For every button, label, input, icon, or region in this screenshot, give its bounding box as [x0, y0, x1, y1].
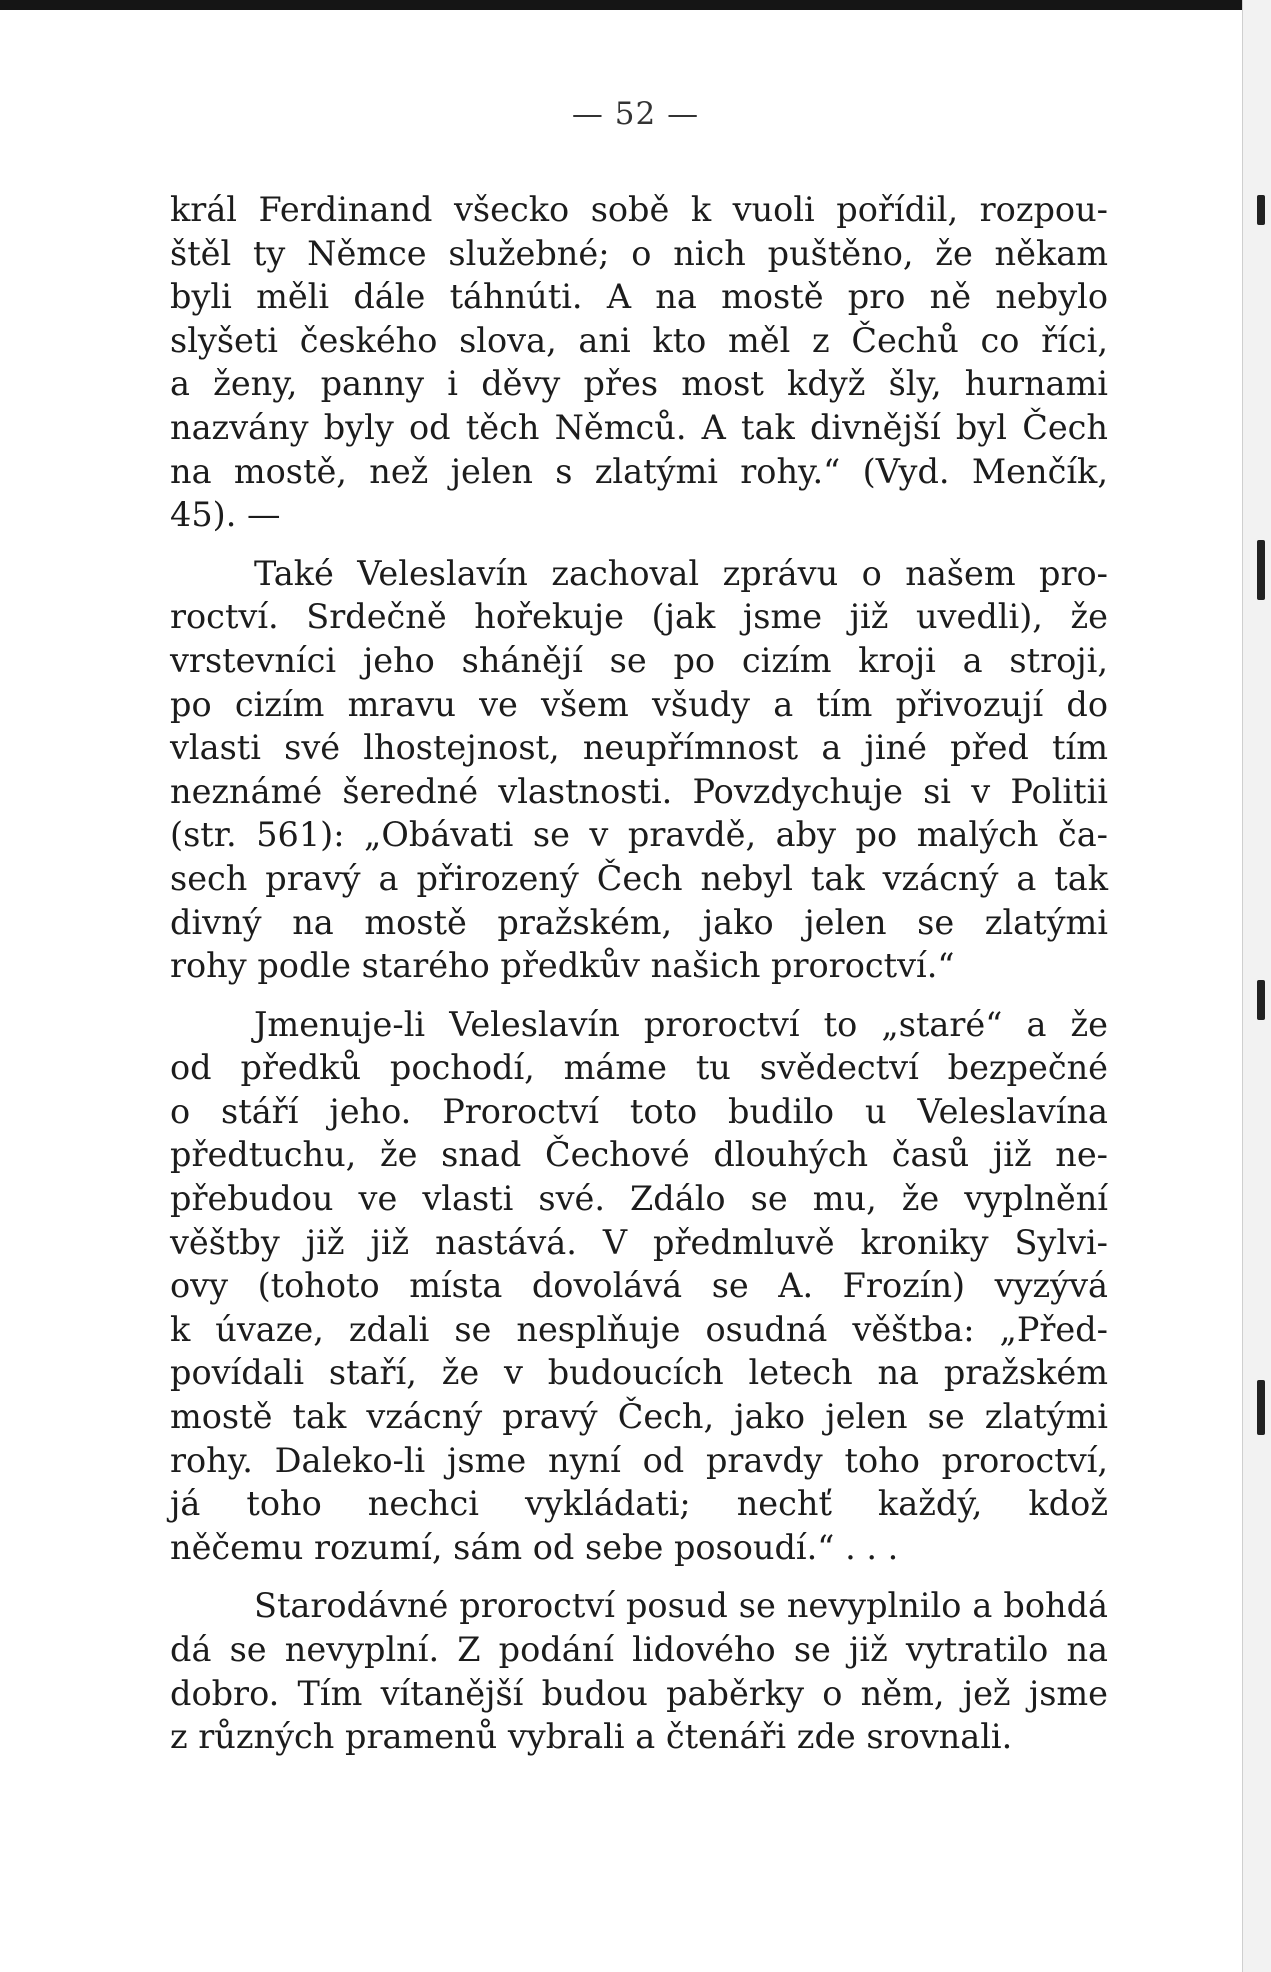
- text-line: nazvány byly od těch Němců. A tak divnější byl Čech: [170, 407, 1108, 447]
- text-line: roctví. Srdečně hořekuje (jak jsme již uvedli), že: [170, 597, 1108, 637]
- body-text: [170, 188, 1108, 1759]
- binding-mark: [1257, 540, 1265, 600]
- text-line: rohy. Daleko-li jsme nyní od pravdy toho proroctví,: [170, 1440, 1108, 1480]
- text-line: Také Veleslavín zachoval zprávu o našem pro-: [254, 553, 1108, 593]
- text-line: na mostě, než jelen s zlatými rohy.“ (Vyd. Menčík,: [170, 451, 1108, 491]
- text-line: sech pravý a přirozený Čech nebyl tak vzácný a tak: [170, 858, 1108, 898]
- text-line: od předků pochodí, máme tu svědectví bezpečné: [170, 1048, 1108, 1088]
- text-line: král Ferdinand všecko sobě k vuoli pořídil, rozpou-: [170, 190, 1108, 229]
- text-line: k úvaze, zdali se nesplňuje osudná věštba: „Před-: [170, 1309, 1108, 1349]
- text-line: já toho nechci vykládati; nechť každý, kdož: [170, 1484, 1108, 1524]
- binding-mark: [1257, 980, 1265, 1020]
- text-line: po cizím mravu ve všem všudy a tím přivozují do: [170, 684, 1108, 724]
- paragraph-2: [170, 552, 1108, 988]
- text-line: z různých pramenů vybrali a čtenáři zde srovnali.: [170, 1717, 1013, 1757]
- text-line: věštby již již nastává. V předmluvě kroniky Sylvi-: [170, 1222, 1108, 1262]
- text-line: dá se nevyplní. Z podání lidového se již vytratilo na: [170, 1630, 1108, 1669]
- scan-right-edge: [1242, 0, 1271, 1972]
- text-line: neznámé šeredné vlastnosti. Povzdychuje si v Politii: [170, 771, 1108, 811]
- binding-mark: [1257, 1380, 1265, 1435]
- text-line: Jmenuje-li Veleslavín proroctví to „staré“ a že: [254, 1004, 1108, 1044]
- text-line: předtuchu, že snad Čechové dlouhých časů již ne-: [170, 1135, 1108, 1175]
- binding-mark: [1257, 195, 1265, 225]
- page-number: — 52 —: [571, 96, 700, 132]
- text-line: Starodávné proroctví posud se nevyplnilo a bohdá: [254, 1586, 1108, 1626]
- paragraph-3: [170, 1003, 1108, 1570]
- text-line: povídali staří, že v budoucích letech na pražském: [170, 1353, 1108, 1393]
- text-line: přebudou ve vlasti své. Zdálo se mu, že vyplnění: [170, 1179, 1108, 1219]
- text-line: byli měli dále táhnúti. A na mostě pro ně nebylo: [170, 277, 1108, 317]
- paragraph-4: [170, 1584, 1108, 1758]
- text-line: něčemu rozumí, sám od sebe posoudí.“ . . .: [170, 1527, 899, 1567]
- text-line: a ženy, panny i děvy přes most když šly, hurnami: [170, 364, 1108, 404]
- text-line: mostě tak vzácný pravý Čech, jako jelen se zlatými: [170, 1397, 1108, 1437]
- text-line: 45). —: [170, 495, 281, 535]
- text-line: divný na mostě pražském, jako jelen se zlatými: [170, 902, 1108, 942]
- text-line: vlasti své lhostejnost, neupřímnost a jiné před tím: [170, 728, 1108, 768]
- text-line: o stáří jeho. Proroctví toto budilo u Veleslavína: [170, 1091, 1108, 1131]
- text-line: dobro. Tím vítanější budou paběrky o něm, jež jsme: [170, 1673, 1108, 1713]
- text-line: ovy (tohoto místa dovolává se A. Frozín) vyzývá: [170, 1266, 1108, 1306]
- text-line: slyšeti českého slova, ani kto měl z Čechů co říci,: [170, 320, 1108, 360]
- text-line: rohy podle starého předkův našich proroctví.“: [170, 946, 955, 986]
- text-line: vrstevníci jeho shánějí se po cizím kroji a stroji,: [170, 640, 1108, 680]
- scan-top-edge: [0, 0, 1271, 10]
- paragraph-1: [170, 188, 1108, 537]
- text-line: (str. 561): „Obávati se v pravdě, aby po malých ča-: [170, 815, 1108, 855]
- text-line: štěl ty Němce služebné; o nich puštěno, že někam: [170, 233, 1108, 273]
